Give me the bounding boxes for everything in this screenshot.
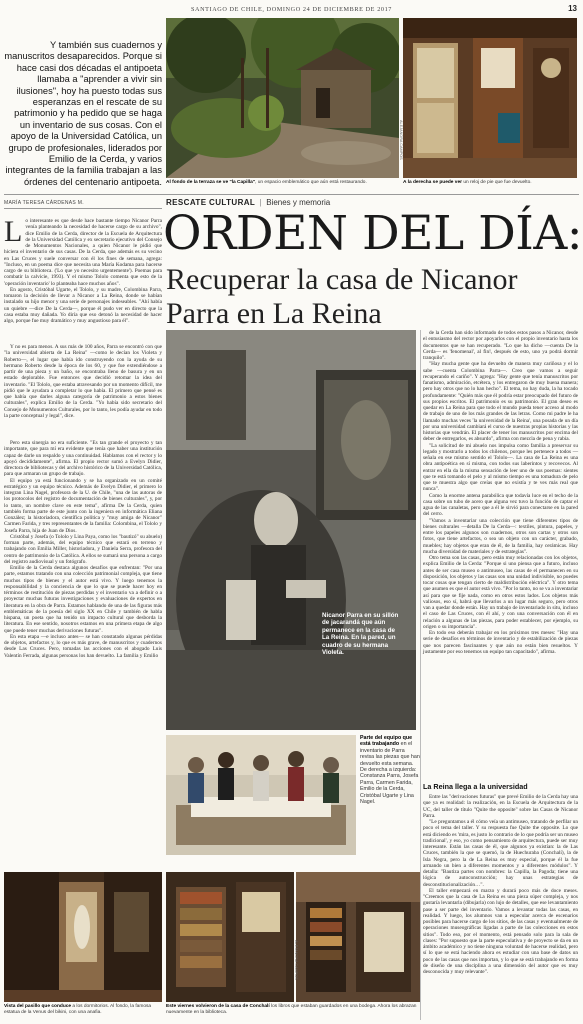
terrace-caption [166,180,399,186]
team-caption-text: en el inventario de Parra revisa las piezas que han devuelto esta semana. De derecha a izquierda: Constanza Parra, Josefa Parra, Carmen Farida, Emilio de la Cerda, Cristóbal Ugarte y Lina Nagel. [360,741,420,806]
column-1-mid [4,344,162,419]
column-divider [420,330,421,1020]
col2-paragraph-7: En todo eso deberán trabajar en los próximos tres meses: "Hay una serie de desafíos en términos de inventario y de estabilización de piezas que nos parecen fascinantes y que aún no están bien resueltos. Y justamente por eso tenemos un equipo tan capacitado", afirma. [423,630,578,655]
room-photo [403,18,577,178]
column-1-narrow [4,440,162,659]
library-photo-right [296,872,420,1002]
section-separator: | [257,198,264,207]
col2-paragraph-6: Otro tema son las casas, pero están muy relacionadas con los objetos, explica Emilio de la Cerda: "Porque si uno piensa que a futuro, incluso antes de ser casa museo o antimuseo, las casas de el permanecen en su disposición, los objetos y las casas son una unidad indivisible, no puedes tocar cosas que tengan cierto de maldistribución eléctrica". Y otro tema que asumen es que el autor está vivo. "Por lo tanto, no se va a inventariar así para que se fije nada, como en otros estos lados. Los objetos más valiosos, eso sí, habrá que llevarlos a un lugar más seguro, pero otros van a quedar donde están. Hay un trabajo de inventariado in situ, incluso el caso de Las Cruces, con él ahí, y con una conversación con él en relación a algunas de las piezas, para poder establecer, por ejemplo, su origen o su importancia". [423,555,578,630]
subheadline: Recuperar la casa de Nicanor Parra en La Reina [166,263,518,330]
col1-paragraph-8: En esta etapa —e incluso antes— se han constatado algunas pérdidas de objetos, artefactos y, lo que es más grave, de manuscritos y cuadernos desde Las Cruces. Pero, tomadas las acciones con el abogado Luis Valentín Ferrada, algunas personas los han devuelto. La familia y Emilio [4,633,162,659]
lead-intro: Y también sus cuadernos y manuscritos desaparecidos. Porque si hace casi dos décadas el antipoeta llamaba a "aprender a vivir sin ilusiones", hoy ha puesto todas sus esperanzas en el rescate de su patrimonio y ha pedido que se haga un inventario de sus cosas. Con el apoyo de la Universidad Católica, un grupo de profesionales, liderados por Emilio de la Cerda, y varios integrantes de la familia trabajan a las órdenes del centenario antipoeta. [4,40,162,187]
byline: MARÍA TERESA CÁRDENAS M. [4,200,84,206]
bodega-caption [166,1004,420,1016]
col2-paragraph-5: "Vamos a inventariar una colección que tiene diferentes tipos de bienes culturales —detalla De la Cerda—: textiles, pintura, papeles, y entre los papeles algunos son cuadernos, otros son cartas y otros son fotos, que tiene artefactos, o sea un objeto con un carácter, grabado, muebles; hay objetos que eran de él, de la familia, hay cerámicas. Hay mucha diversidad de materiales y de estrategias". [423,517,578,555]
col1-paragraph-1: o interesante es que desde hace bastante tiempo Nicanor Parra venía planteando la necesidad de hacerse cargo de su archivo", dice Emilio de la Cerda, director de la Escuela de Arquitectura de la Universidad Católica y ex secretario ejecutivo del Consejo de Monumentos Nacionales, a quien Nicanor le pidió que hiciera el inventario de sus casas. De la Cerda, que además es su vecino en Las Cruces y suele conversar con él los fines de semana, agrega: "Incluso, en un poema dice que necesita una María Kodama para hacerse cargo de su biblioteca. ('Lo que yo necesito urgentemente'). Poemas para combatir la calvicie, 1993). Y el mismo Tololo comenta que esto de la 'operación inventario' lo planteaba hace muchos años". [4,218,162,287]
col1-paragraph-6: Cristóbal y Josefa (o Tololo y Lina Paya, como los "bautizó" su abuelo) forman parte, además, del equipo técnico que estará en terreno y trabajando con Emilia Miller, historiadora, y Daniela Serra, profesora del centro de patrimonio de la Católica. A ellos se sumará una persona a cargo del registro audiovisual y un fotógrafo. [4,533,162,565]
column-2-bottom [423,794,578,975]
team-photo [166,735,356,855]
hallway-caption-bold: Vista del pasillo que conduce [4,1004,72,1009]
dateline: SANTIAGO DE CHILE, DOMINGO 24 DE DICIEMBRE DE 2017 [190,6,392,13]
col2-subhead: La Reina llega a la universidad [423,782,528,791]
byline-rule [4,208,162,209]
column-2 [423,330,578,655]
room-caption-text: un reloj de pie que fue devuelto. [462,180,532,185]
library-photo-left [166,872,294,1002]
col2-paragraph-10: El taller empezará en marzo y durará poco más de doce meses. "Creemos que la casa de La Reina es una pieza súper compleja, y nos gustaría levantarla (dibujarla) con lujo de detalles, que ese levantamiento pase a ser parte del inventario. Vamos a levantar todas las casas, en realidad. Y luego, los alumnos van a especular acerca de escenarios posibles para hacerse cargo de los sitios, de las casas y eventualmente de operaciones museográficas ligadas a parte de las colecciones en estos sitios". Todo eso, por el momento, está pensado solo para la sala de clases: "Por supuesto que la parte especulativa y de proyecto se da en un ámbito académico y no tiene ninguna voluntad de hacerse realidad, pero sí lo que se está haciendo ahora es estudiar con una base de datos un poco de las casas que nos importan, y lo que se está trabajando en forma de diseño de una disciplina a una dimensión del autor que es muy desconocida y muy relevante". [423,887,578,975]
col1-paragraph-4: Pero esta sinergia no era suficiente. "Es tan grande el proyecto y tan importante, que para mí era evidente que tenía que haber una institución capaz de darle un respaldo y una continuidad. Hablamos con el rector y lo apoyó decididamente", afirma. El propio rector sumó a Evelyn Didier, directora de bibliotecas y del archivo histórico de la Universidad Católica, para que armaran un grupo de trabajo. [4,440,162,478]
col1-paragraph-2: En agosto, Cristóbal Ugarte, el Tololo, y su madre, Colombina Parra, tomaron la decisión de llevar a Nicanor a La Reina, donde se habían instalado su hijo menor y una serie de personajes indeseables. "Ahí había un quiebre —dice De la Cerda—, porque él pudo ver en directo que la casa estaba muy dañada. Yo diría que eso detonó la necesidad de hacer algo, porque fue muy dramático y muy angustioso para él". [4,286,162,324]
hallway-photo [4,872,162,1002]
room-caption [403,180,577,186]
bodega-caption-bold: Este viernes volvieron de la casa de Conchalí [166,1004,270,1009]
portrait-photo [166,330,416,730]
section-kicker: RESCATE CULTURAL [166,198,256,207]
hallway-caption-text: a los dormitorios. Al fondo, la famosa estatua de la Venus del bikini, con una anafia. [4,1004,152,1015]
col1-paragraph-5: El equipo ya está funcionando y se ha organizado en un comité estratégico y un equipo técnico. Además de Evelyn Didier, el primero lo integran Lina Nagel, profesora de la U. de Chile, "una de las autoras de los protocolos del registro de documentación de bienes culturales", y, por lo tanto, un nombre clave en este tema", afirma De la Cerda, quien también forma parte de este junto con la ingeniera en informática Eliana González; la historiadora, científica política y "muy amiga de Nicanor" Carmen Farida, y tres representantes de la familia: Colombina, el Tololo y Josefa Parra, hija de Juan de Dios. [4,477,162,534]
col2-paragraph-1: de la Cerda han sido informado de todos estos pasos a Nicanor, desde el entusiasmo del rector por apoyarlos con el propio inventario hasta los documentos que se han recuperado. "Lo que ha dicho —cuenta De la Cerda— es 'fenomenal', al fin!, después de esto, uno ya podrá dormir tranquilo". [423,330,578,361]
terrace-caption-bold: Al fondo de la terraza se ve "la Capilla" [166,180,256,185]
photo-credit-2: ALEJANDRA CAMPOS [294,940,298,980]
col2-paragraph-8: Entre las "derivaciones futuras" que prevé Emilio de la Cerda hay una que ya es realidad: la realización, en la Escuela de Arquitectura de la UC, del taller de título "Quite the opposite" sobre las Casas de Nicanor Parra. [423,794,578,819]
page-number: 13 [568,4,577,13]
team-caption-bold: Parte del equipo que está trabajando [360,735,413,748]
col2-paragraph-4: Como la enorme antena parabólica que todavía luce en el techo de la casa sobre un tubo de acero que alguna vez tuvo la función de captar el agua de las canaletas, pero que a él le sirvió para conectarse en la pared del cerro. [423,492,578,518]
terrace-photo [166,18,399,178]
portrait-caption: Nicanor Parra en su sillón de jacarandá que aún permanece en la casa de La Reina. En la pared, un cuadro de su hermana Violeta. [322,612,399,657]
dropcap: L [4,215,23,248]
bodega-caption-text: los libros que estaban guardados en una bodega. Ahora los abrazan nuevamente en la biblioteca. [166,1004,417,1015]
hallway-caption [4,1004,162,1016]
col2-paragraph-9: "Le preguntamos a él cómo veía un antimuseo, tratando de perfilar un poco el tema del taller. Y su respuesta fue Quite the opposite. Lo que está diciendo es 'mira, es justo lo contrario de lo que podría ser un museo tradicional', y eso, yo como pensamiento de arquitectura, puede ser muy interesante. Están las casas de él, que algunos ya existían: la de Las Cruces, también la que se quemó, la de Huechuraba (Conchalí), la de Isla Negra, pero la de La Reina es muy especial, porque él la fue armando un bien a diferentes momentos y a diferentes módulos". Y detalla: "Bautiza partes con nombres: la Capilla, la Pagoda; tiene una lógica de autoconstrucción; hay unas estrategias de desconstitucionalización…". [423,819,578,888]
team-caption [360,735,420,805]
top-rule [4,194,579,195]
col2-paragraph-2: "Hay mucha gente que ha devuelto de manera muy cariñosa y el lo sabe —cuenta Colombina Parra—. Creo que vamos a seguir recuperando el cariño". Y agrega: "Hay gente que tenía manuscritos por fanatismo, admiración, etcétera, y los entregaron de muy buena manera; pero hay otros que no lo han hecho". El tema, no hay duda, la ha tocado profundamente: "Quién más que él podría estar preocupado del futuro de sus propios escritos. El patrimonio es su patrimonio. El gran deseo es quedar en La Reina para que todo el mundo pueda tener acceso al modo de trabajo de uno de los más grandes de las letras. Como mi padre le ha llamado muchas veces 'la universidad de la Reina', una posada de un día por una universidad cambiará el curso de nuestras propias historias y las historias que vendrán. El placer de tener los manuscritos por encima del deber de entregarlos, es absurdo", afirma con mezcla de pena y rabia. [423,361,578,443]
terrace-caption-text: , un espacio emblemático que aún está restaurando. [255,180,367,185]
photo-credit-1: ALEJANDRA CAMPOS [399,120,403,160]
col1-paragraph-3: Y no es para menos. A sus más de 100 años, Parra se encontró con que "la universidad abierta de La Reina" —como le decían los Violeta y Roberto—, el lugar que había ido construyendo con la ayuda de su hermano Roberto desde la época de los 60, y que fue extendiéndose a partir de una pieza y un baño, se encontraba lleno de basura y en un estado deplorable. Fue entonces que decidió retomar la idea del inventario. "El Tololo, que estaba atravesando por un momento difícil, me pidió que le ayudara a completar lo que había. El primero que pensé es que había que darles alguna categoría de patrimonio a estos bienes culturales", explica Emilio de la Cerda. "Yo había sido secretario del Consejo de Monumentos Culturales, por lo tanto, les podía ayudar en todo la parte conceptual y legal", dice. [4,344,162,419]
headline: ORDEN DEL DÍA: [163,206,583,261]
column-1-top [4,215,162,324]
section-category: Bienes y memoria [266,198,331,207]
col2-paragraph-3: "La solicitud de mi abuelo nos impulsa como familia a preservar su legado y mostrarlo a todos los chilenos, porque les pertenece a todos —señala en ese mismo sentido el Tololo—. La casa de La Reina es una obra antipoética en sí misma, con todos sus laberintos y recovecos. Al entrar en ella da la misma sensación de leer uno de sus poemas: sientes que te está tomando el pelo y al mismo tiempo es una tomadura de pelo que te muestra algo que creías que no existía y te ves más real que nunca". [423,442,578,493]
col1-paragraph-7: Emilio de la Cerda destaca algunos desafíos que enfrentan: "Por una parte, estamos tratando con una colección patrimonial compleja, que tiene muchos tipos de bienes y el autor está vivo. Y luego tenemos la responsabilidad y la conciencia de que lo que se puede hacer hoy en términos de restitución de piezas perdidas y el inventario va a definir o a proyectar muchas futuras investigaciones y evaluaciones de expertos en literatura en la obra de Parra. Estamos hablando de una de las figuras más emblemáticas de la poesía del siglo XX en Chile y también de habla hispana, un poeta que ha tenido un impacto cultural que desborda la literatura. En ese sentido, nosotros estamos en una primera etapa de algo que puede tener muchas derivaciones futuras". [4,565,162,634]
room-caption-bold: A la derecha se puede ver [403,180,463,185]
